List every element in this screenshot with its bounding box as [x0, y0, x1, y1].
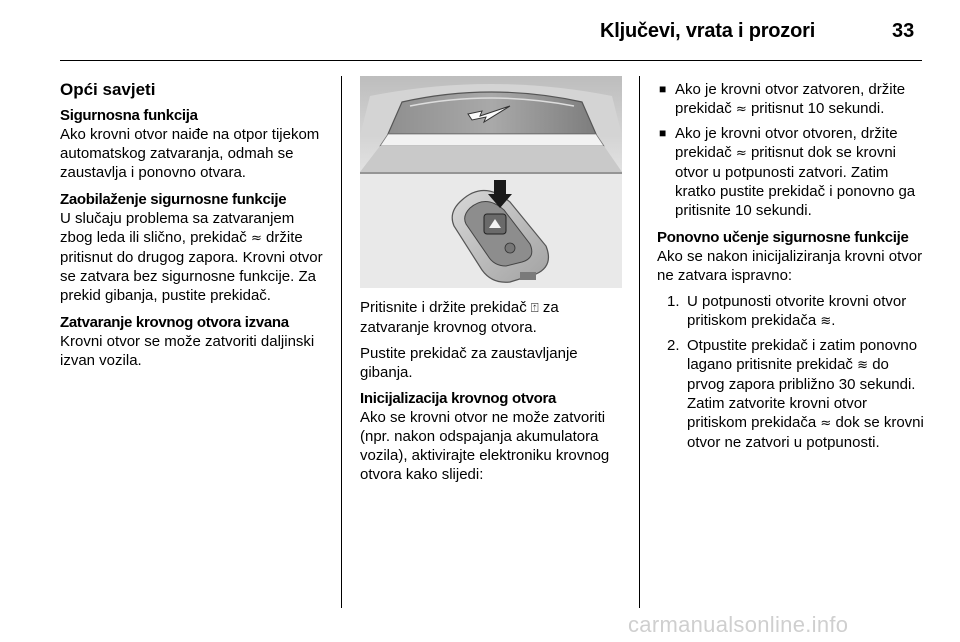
sunroof-switch-icon: ≈ [735, 146, 747, 161]
initialization-text: Ako se krovni otvor ne može zatvoriti (npr. nakon odspajanja akumulatora vozila), aktivirajte elektroniku krovnog otvora kako slijedi: [360, 409, 610, 483]
sunroof-close-button-icon: ⍐ [530, 301, 539, 316]
safety-function-block [60, 106, 330, 182]
safety-function-heading: Sigurnosna funkcija [60, 107, 198, 124]
column-initialization [657, 80, 929, 457]
sunroof-switch-icon: ≈ [250, 231, 262, 246]
section-title: Opći savjeti [60, 80, 156, 99]
remote-close-heading: Zatvaranje krovnog otvora izvana [60, 314, 289, 331]
initialization-bullets [657, 80, 929, 220]
column-sunroof-close [360, 298, 628, 484]
sunroof-tilt-switch-icon: ≋ [857, 358, 869, 373]
initialization-heading: Inicijalizacija krovnog otvora [360, 390, 557, 407]
chapter-title: Ključevi, vrata i prozori [600, 20, 816, 42]
figure-caption: Pritisnite i držite prekidač ⍐ za zatvaranje krovnog otvora. [360, 299, 559, 336]
list-item: ■ Ako je krovni otvor otvoren, držite prekidač ≈ pritisnut dok se krovni otvor u potpunosti zatvori. Zatim kratko pustite prekidač i ponovno ga pritisnite 10 sekundi. [659, 125, 916, 219]
column-divider-2 [639, 76, 640, 608]
relearn-steps [657, 292, 929, 452]
list-item: ■ Ako je krovni otvor zatvoren, držite prekidač ≈ pritisnut 10 sekundi. [659, 81, 906, 117]
remote-close-text: Krovni otvor se može zatvoriti daljinski izvan vozila. [60, 333, 315, 369]
page-header [0, 0, 960, 60]
column-divider-1 [341, 76, 342, 608]
column-general-advice [60, 80, 330, 378]
remote-key-sunroof-illustration [360, 76, 622, 288]
illustration-svg [360, 76, 622, 288]
page-number: 33 [892, 20, 915, 42]
safety-function-text: Ako krovni otvor naiđe na otpor tijekom automatskog zatvaranja, odmah se zaustavlja i ponovno otvara. [60, 126, 320, 181]
remote-close-block [60, 313, 330, 370]
override-safety-block [60, 190, 330, 305]
watermark: carmanualsonline.info [628, 612, 849, 637]
sunroof-tilt-switch-icon: ≋ [820, 314, 832, 329]
sunroof-switch-icon: ≈ [735, 102, 747, 117]
release-text: Pustite prekidač za zaustavljanje gibanja. [360, 345, 578, 381]
sunroof-switch-icon: ≈ [820, 416, 832, 431]
relearn-text: Ako se nakon inicijaliziranja krovni otvor ne zatvara ispravno: [657, 248, 923, 284]
bullet-square-icon: ■ [659, 126, 667, 140]
step-number: 1. [667, 293, 680, 310]
header-divider [60, 60, 922, 61]
step-number: 2. [667, 337, 680, 354]
list-item: 2. Otpustite prekidač i zatim ponovno lagano pritisnite prekidač ≋ do prvog zapora približno 30 sekundi. Zatim zatvorite krovni otvor pritiskom prekidača ≈ dok se krovni otvor ne zatvori u potpunosti. [667, 337, 924, 451]
list-item: 1. U potpunosti otvorite krovni otvor pritiskom prekidača ≋. [667, 293, 907, 329]
override-safety-text: U slučaju problema sa zatvaranjem zbog leda ili slično, prekidač ≈ držite pritisnut do drugog zapora. Krovni otvor se zatvara bez sigurnosne funkcije. Za prekid gibanja, pustite prekidač. [60, 210, 323, 304]
relearn-heading: Ponovno učenje sigurnosne funkcije [657, 229, 909, 246]
bullet-square-icon: ■ [659, 82, 667, 96]
override-safety-heading: Zaobilaženje sigurnosne funkcije [60, 191, 287, 208]
